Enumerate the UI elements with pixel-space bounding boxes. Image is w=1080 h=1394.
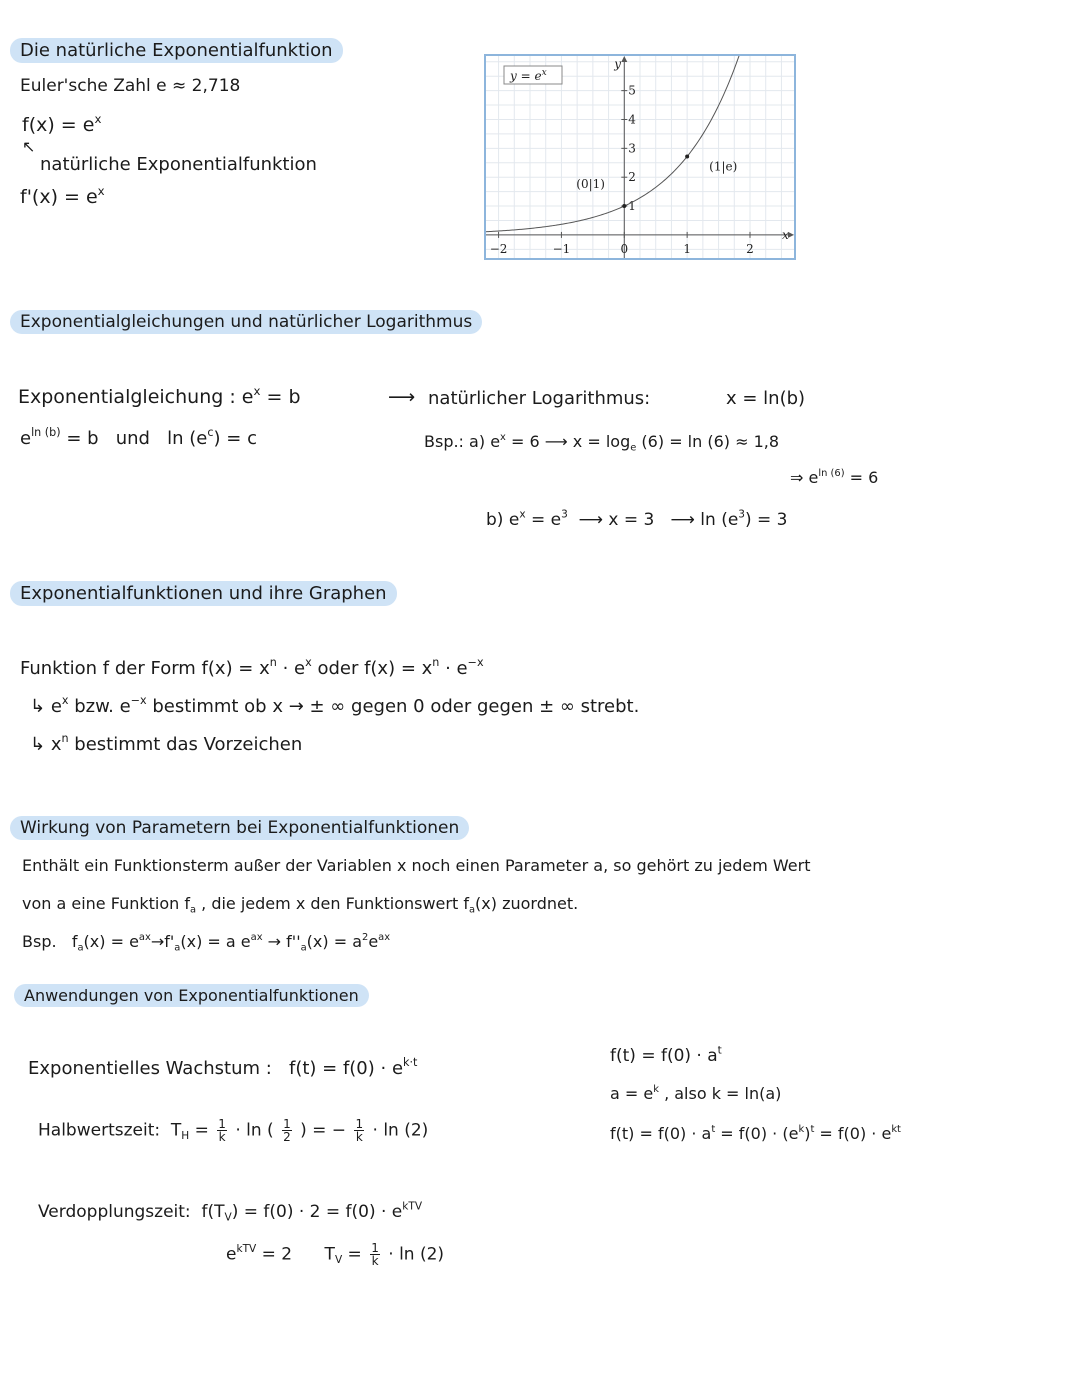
ex-a-eq: e [490, 432, 501, 451]
growth-exp: k·t [403, 1056, 418, 1070]
fraction-1-over-k [354, 1118, 364, 1143]
p2b-sub: a [468, 904, 476, 916]
half-th-sub: H [181, 1130, 190, 1143]
fraction-1-over-2 [282, 1118, 292, 1143]
exp-chart [484, 54, 796, 260]
g3b: bestimmt das Vorzeichen [68, 734, 303, 755]
half-ln-a: · ln ( [235, 1120, 274, 1141]
r3c-exp: t [810, 1124, 815, 1136]
frac-num: 1 [355, 1117, 364, 1131]
pbe: → f'' [262, 932, 301, 951]
r2b: , also k = ln(a) [658, 1084, 782, 1103]
und-text: und [115, 428, 150, 449]
example-a-check [790, 468, 878, 487]
half-th: T [170, 1120, 182, 1141]
r3c: ) [804, 1124, 811, 1143]
d2c: T [324, 1244, 335, 1265]
pbb: (x) = e [83, 932, 139, 951]
hook-arrow-icon: ↳ [30, 734, 46, 755]
exp-chart-svg [486, 56, 794, 258]
r3a: f(t) = f(0) · a [610, 1124, 712, 1143]
double-b-exp: kT [402, 1200, 415, 1213]
identity2-exp: c [207, 426, 214, 440]
chart-title: $y = e^x$ [510, 68, 547, 83]
heading-parameters-text: Wirkung von Parametern bei Exponentialfunktionen [20, 818, 460, 838]
ex-a-eq-exp: x [500, 432, 506, 444]
curve-point [685, 154, 689, 158]
ex-b-mid-exp: 3 [561, 508, 568, 521]
arrow-up-left-icon: ↖ [22, 137, 36, 156]
x-tick-label: 0 [620, 241, 629, 256]
ex-b-ln-exp: 3 [738, 508, 745, 521]
eq-lhs: e [241, 386, 254, 408]
heading-graphs [10, 581, 397, 606]
f-def-text: f(x) = e [22, 114, 95, 136]
y-tick-label: 5 [628, 83, 636, 98]
arrow-right-icon: ⟶ [670, 510, 695, 530]
g1c-exp: n [432, 656, 440, 670]
graphs-line3 [30, 734, 302, 755]
heading-applications-text: Anwendungen von Exponentialfunktionen [24, 986, 359, 1005]
frac-den: k [355, 1130, 363, 1144]
ex-a-eq2: = ln (6) ≈ 1,8 [669, 432, 780, 451]
g1a: Funktion f der Form f(x) = x [20, 658, 270, 679]
identity2: ln (e [167, 428, 208, 449]
ex-a-arg: (6) [636, 432, 665, 451]
heading-parameters [10, 816, 469, 840]
g2a-exp: x [61, 694, 69, 708]
pbg: e [368, 932, 379, 951]
arrow-right-icon: ⟶ [388, 386, 416, 408]
ex-a-x: x = log [572, 432, 631, 451]
identity2-end: ) = c [213, 428, 257, 449]
ex-b-lhs-exp: x [519, 508, 526, 521]
r2a: a = e [610, 1084, 654, 1103]
r3b: = f(0) · (e [715, 1124, 799, 1143]
right-line2 [610, 1084, 781, 1103]
frac-den: k [218, 1130, 226, 1144]
pbf: (x) = a [306, 932, 363, 951]
eq-sep: : [223, 386, 242, 408]
growth-line [28, 1058, 417, 1079]
identity-rest: = b [60, 428, 99, 449]
g2a: e [50, 696, 62, 717]
ex-a-check-end: = 6 [844, 468, 879, 487]
ex-a-check: ⇒ e [790, 468, 819, 487]
r3d: = f(0) · e [814, 1124, 892, 1143]
identity-base: e [20, 428, 32, 449]
arrow-right-icon: ⟶ [544, 432, 568, 451]
g1d: · e [439, 658, 468, 679]
ex-b-mid: = e [525, 510, 562, 530]
half-ln-a-end: ) = − [300, 1120, 352, 1141]
x-tick-label: 2 [746, 241, 754, 256]
heading-applications [14, 984, 369, 1007]
p2a: von a eine Funktion f [22, 894, 190, 913]
ex-b-ln: ln (e [700, 510, 739, 530]
euler-line: Euler'sche Zahl e ≈ 2,718 [20, 76, 241, 96]
frac-den: k [371, 1254, 379, 1268]
example-a [424, 432, 780, 454]
ex-b-x: x = 3 [608, 510, 655, 530]
r1-exp: t [717, 1044, 722, 1057]
ex-b-lhs: e [508, 510, 520, 530]
pbe-sub: a [300, 942, 307, 954]
f-def-exp: x [94, 111, 102, 126]
fraction-1-over-k [370, 1242, 380, 1267]
ex-a-rest: = 6 [505, 432, 540, 451]
pbd: (x) = a e [180, 932, 251, 951]
identity-exp: ln (b) [31, 426, 61, 440]
pbd-exp: ax [250, 932, 263, 944]
g2b-exp: −x [130, 694, 147, 708]
r1: f(t) = f(0) · a [610, 1046, 718, 1066]
double-b: ) = f(0) · 2 = f(0) · e [231, 1202, 403, 1222]
heading-log-text: Exponentialgleichungen und natürlicher Logarithmus [20, 312, 473, 332]
double-label: Verdopplungszeit: [38, 1202, 191, 1222]
heading-natural-exponential [10, 38, 343, 63]
hook-arrow-icon: ↳ [30, 696, 46, 717]
d2a: e [226, 1244, 237, 1265]
f-prime [20, 183, 105, 208]
g1c: oder f(x) = x [311, 658, 433, 679]
natural-label: natürliche Exponentialfunktion [40, 154, 317, 175]
curve-point [622, 204, 626, 208]
heading-log [10, 310, 482, 334]
d2b: = 2 [256, 1244, 293, 1265]
bsp-label: Bsp.: [424, 432, 464, 451]
arrow-right-icon: ⟶ [578, 510, 603, 530]
d2d: = [342, 1244, 368, 1265]
d2a-exp: kT [236, 1243, 250, 1256]
exp-equation [18, 383, 301, 408]
frac-num: 1 [218, 1117, 226, 1131]
frac-num: 1 [371, 1241, 379, 1255]
r2a-exp: k [653, 1084, 659, 1096]
p2a-sub: a [189, 904, 197, 916]
d2c-sub: V [334, 1254, 343, 1267]
p-bsp: Bsp. [22, 932, 57, 951]
identity-line [20, 428, 257, 449]
ex-b-ln-end: ) = 3 [745, 510, 788, 530]
pbc: →f' [150, 932, 175, 951]
ex-b-prefix: b) [486, 510, 504, 530]
eq-rhs: = b [260, 386, 301, 408]
g2b: bzw. e [68, 696, 131, 717]
g2c: bestimmt ob x → ± ∞ gegen 0 oder gegen ± ∞ strebt. [146, 696, 640, 717]
example-b [486, 510, 788, 530]
g1a-exp: n [269, 656, 277, 670]
g1b: · e [276, 658, 306, 679]
ex-a-sub: e [630, 442, 637, 454]
half-life-line [38, 1118, 428, 1143]
y-axis-arrow [621, 56, 627, 62]
pba: f [71, 932, 78, 951]
double-a: f(T [201, 1202, 225, 1222]
p2b: , die jedem x den Funktionswert f [196, 894, 469, 913]
right-line3 [610, 1124, 901, 1143]
pbg-exp: ax [378, 932, 391, 944]
p2c: (x) zuordnet. [475, 894, 579, 913]
eq-label: Exponentialgleichung [18, 386, 224, 408]
pba-sub: a [77, 942, 84, 954]
r3a-exp: t [711, 1124, 716, 1136]
d2e: · ln (2) [388, 1244, 445, 1265]
ex-a-prefix: a) [469, 432, 486, 451]
r3d-exp: kt [891, 1124, 901, 1136]
x-tick-label: 1 [683, 241, 691, 256]
g1d-exp: −x [467, 656, 484, 670]
f-prime-text: f'(x) = e [20, 186, 98, 208]
ex-a-check-exp: ln (6) [818, 468, 845, 480]
doubling-line1 [38, 1202, 422, 1222]
graphs-line2 [30, 696, 639, 717]
half-ln-b: · ln (2) [372, 1120, 429, 1141]
right-line1 [610, 1046, 722, 1066]
x-axis-label: x [782, 227, 789, 242]
d2a-exp-sub: V [249, 1243, 257, 1256]
pbf-exp: 2 [362, 932, 369, 944]
eq-lhs-exp: x [253, 383, 261, 398]
fraction-1-over-k [217, 1118, 227, 1143]
half-eq: = [189, 1120, 215, 1141]
doubling-line2 [226, 1242, 444, 1267]
frac-num: 1 [283, 1117, 291, 1131]
y-tick-label: 1 [628, 199, 636, 214]
y-tick-label: 4 [628, 112, 636, 127]
f-definition [22, 111, 102, 136]
x-tick-label: −1 [552, 241, 571, 256]
r3b-exp: k [798, 1124, 805, 1136]
frac-den: 2 [283, 1130, 291, 1144]
heading-text: Die natürliche Exponentialfunktion [20, 40, 333, 61]
y-axis-label: y [614, 57, 622, 71]
log-def: x = ln(b) [726, 388, 806, 409]
point-label: (1|e) [709, 159, 738, 174]
g3a: x [50, 734, 62, 755]
x-axis-arrow [788, 232, 794, 238]
parameters-example [22, 932, 391, 954]
half-label: Halbwertszeit: [38, 1120, 161, 1141]
growth-label: Exponentielles Wachstum : [28, 1058, 272, 1079]
graphs-line1 [20, 658, 484, 679]
y-tick-label: 3 [628, 141, 636, 156]
parameters-line2 [22, 894, 579, 916]
heading-graphs-text: Exponentialfunktionen und ihre Graphen [20, 583, 387, 604]
pbb-exp: ax [138, 932, 151, 944]
double-a-sub: V [224, 1211, 232, 1224]
y-tick-label: 2 [628, 170, 636, 185]
chart-title-exp: x [541, 68, 547, 78]
point-label: (0|1) [576, 177, 605, 192]
g3a-exp: n [61, 732, 69, 746]
x-tick-label: −2 [489, 241, 508, 256]
growth-formula: f(t) = f(0) · e [288, 1058, 404, 1079]
parameters-line1: Enthält ein Funktionsterm außer der Variablen x noch einen Parameter a, so gehört zu jedem Wert [22, 856, 811, 875]
log-label: natürlicher Logarithmus: [428, 388, 651, 409]
pbc-sub: a [174, 942, 181, 954]
g1b-exp: x [305, 656, 312, 670]
f-prime-exp: x [97, 183, 105, 198]
double-b-exp-sub: V [414, 1200, 423, 1213]
